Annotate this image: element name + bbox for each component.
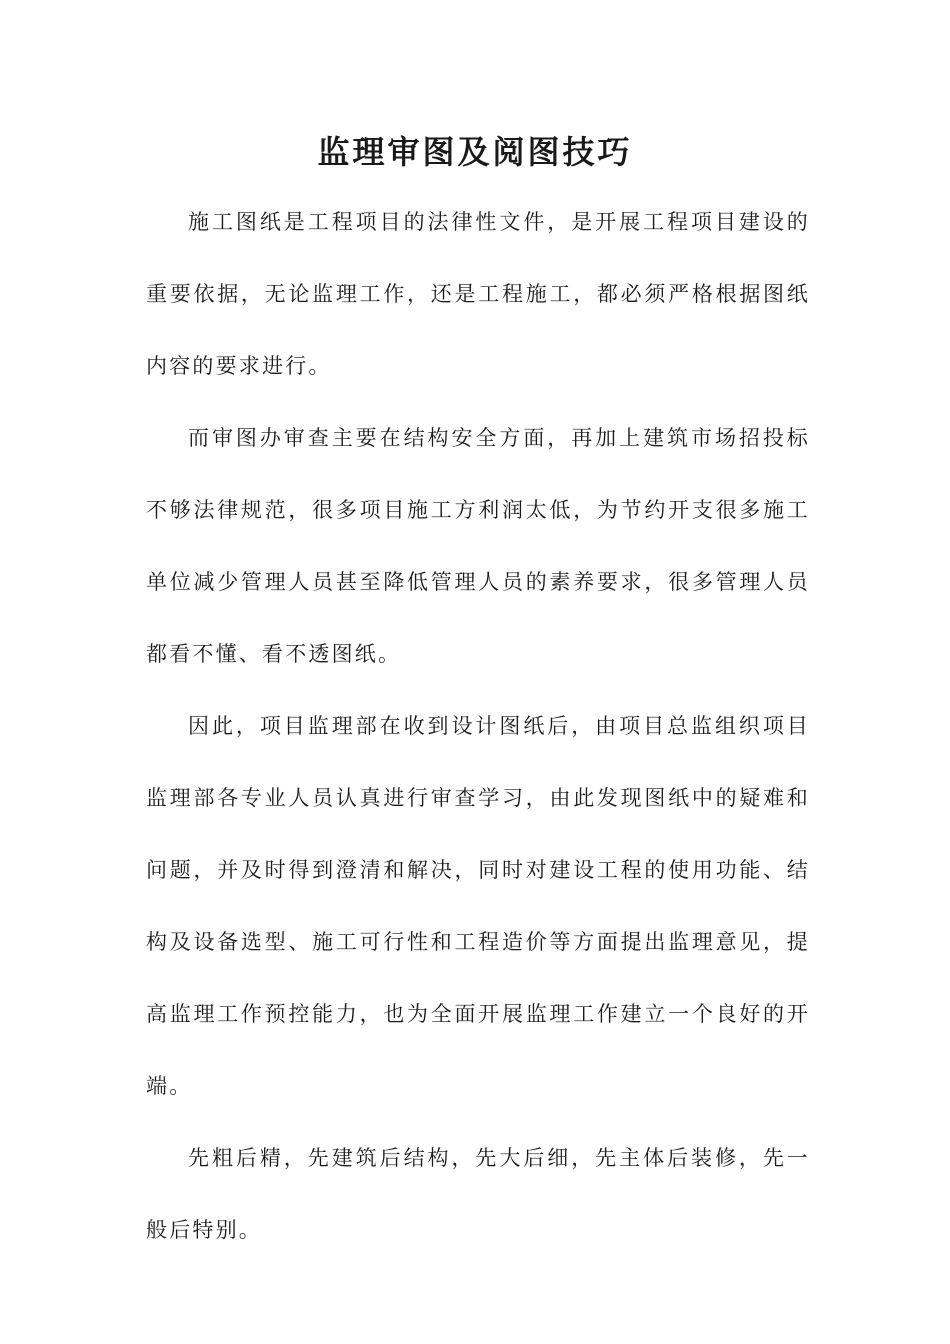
document-body	[146, 186, 810, 1266]
paragraph-2: 而审图办审查主要在结构安全方面，再加上建筑市场招投标不够法律规范，很多项目施工方利润太低，为节约开支很多施工单位减少管理人员甚至降低管理人员的素养要求，很多管理人员都看不懂、看不透图纸。	[146, 426, 810, 666]
paragraph-1: 施工图纸是工程项目的法律性文件，是开展工程项目建设的重要依据，无论监理工作，还是工程施工，都必须严格根据图纸内容的要求进行。	[146, 210, 810, 378]
paragraph-4: 先粗后精，先建筑后结构，先大后细，先主体后装修，先一般后特别。	[146, 1146, 810, 1242]
paragraph-3: 因此，项目监理部在收到设计图纸后，由项目总监组织项目监理部各专业人员认真进行审查学习，由此发现图纸中的疑难和问题，并及时得到澄清和解决，同时对建设工程的使用功能、结构及设备选型、施工可行性和工程造价等方面提出监理意见，提高监理工作预控能力，也为全面开展监理工作建立一个良好的开端。	[146, 714, 810, 1098]
page-title: 监理审图及阅图技巧	[317, 133, 633, 171]
